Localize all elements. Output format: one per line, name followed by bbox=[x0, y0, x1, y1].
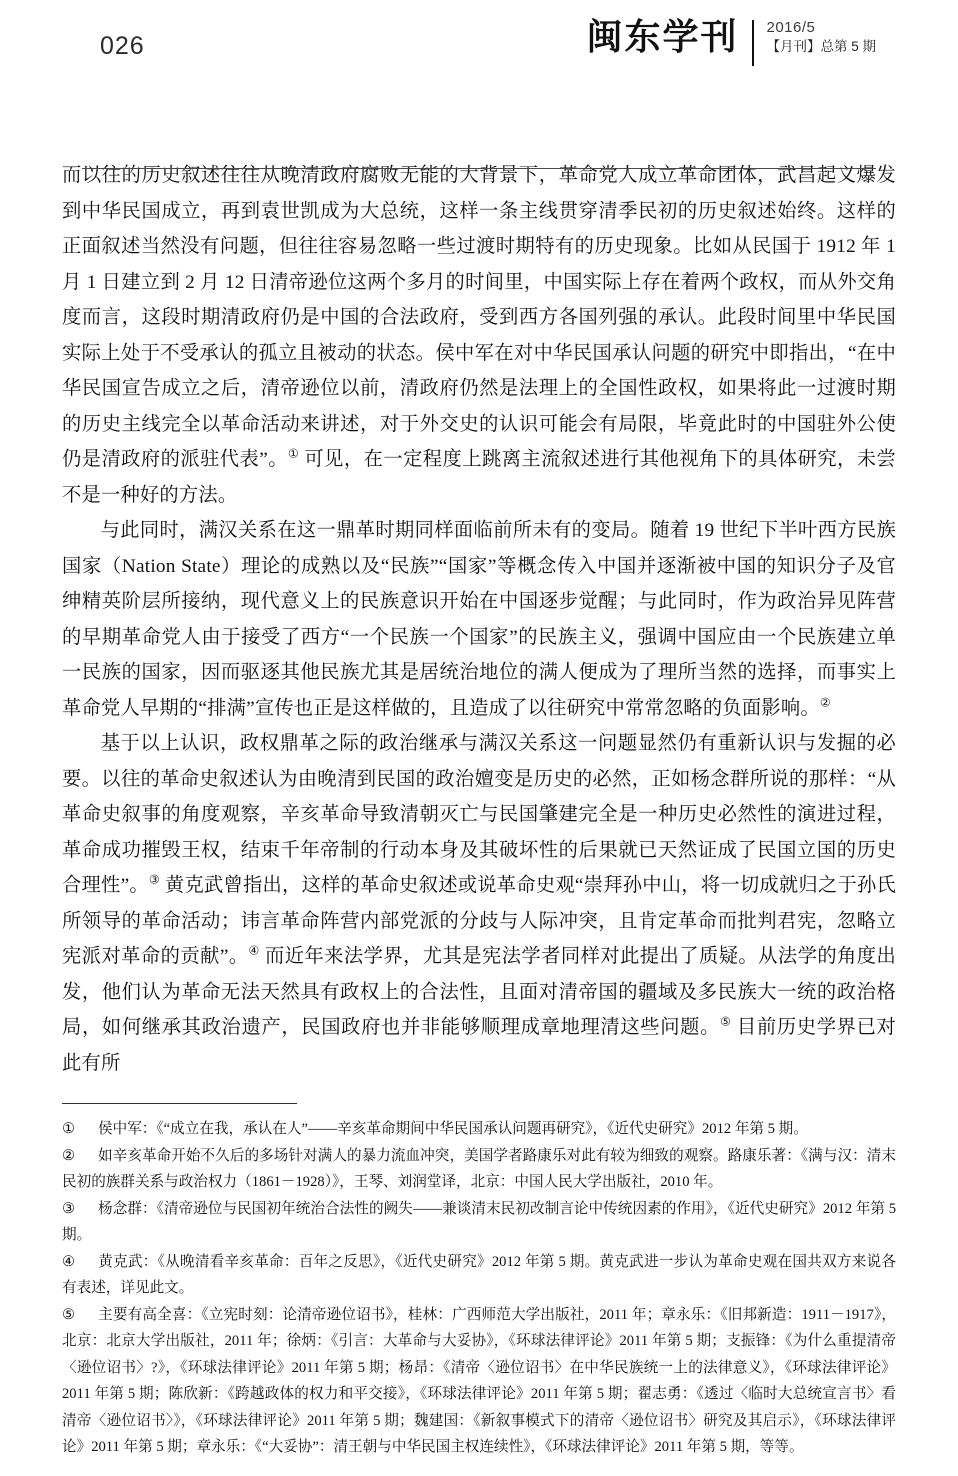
article-body bbox=[62, 158, 896, 1081]
paragraph-1-tail: 可见，在一定程度上跳离主流叙述进行其他视角下的具体研究，未尝不是一种好的方法。 bbox=[62, 449, 896, 506]
paragraph-3-tail-c: 目前历史学界已对此有所 bbox=[62, 1017, 897, 1074]
footnote-marker: ④ bbox=[62, 1253, 76, 1270]
footnote-marker: ⑤ bbox=[62, 1306, 76, 1323]
footnote-marker: ② bbox=[62, 1147, 76, 1164]
header-divider bbox=[82, 168, 876, 169]
footnote-text: 黄克武：《从晚清看辛亥革命：百年之反思》，《近代史研究》2012 年第 5 期。黄克武进一步认为革命史观在国共双方来说各有表述，详见此文。 bbox=[62, 1253, 896, 1296]
paragraph-3-tail-b: 而近年来法学界，尤其是宪法学者同样对此提出了质疑。从法学的角度出发，他们认为革命无法天然具有政权上的合法性，且面对清帝国的疆域及多民族大一统的政治格局，如何继承其政治遗产，民国政府也并非能够顺理成章地理清这些问题。 bbox=[62, 946, 896, 1038]
issue-year: 2016/5 bbox=[766, 19, 816, 36]
issue-info bbox=[754, 18, 876, 56]
paragraph-2 bbox=[62, 513, 896, 726]
footnote-item bbox=[62, 1196, 896, 1249]
footnote-ref-5[interactable]: ⑤ bbox=[720, 1014, 732, 1029]
footnote-item bbox=[62, 1143, 896, 1196]
paragraph-3 bbox=[62, 726, 896, 1081]
footnote-item bbox=[62, 1249, 896, 1302]
footnote-ref-4[interactable]: ④ bbox=[248, 943, 260, 958]
footnote-list bbox=[62, 1116, 896, 1461]
footnote-ref-1[interactable]: ① bbox=[288, 446, 300, 461]
journal-title: 闽东学刊 bbox=[586, 16, 739, 58]
footnote-marker: ① bbox=[62, 1121, 76, 1137]
paragraph-3-tail-a: 黄克武曾指出，这样的革命史叙述或说革命史观“崇拜孙中山，将一切成就归之于孙氏所领导的革命活动；讳言革命阵营内部党派的分歧与人际冲突，且肯定革命而批判君宪，忽略立宪派对革命的贡献”。 bbox=[62, 875, 896, 967]
footnote-ref-2[interactable]: ② bbox=[819, 695, 831, 710]
footnote-text: 侯中军：《“成立在我，承认在人”——辛亥革命期间中华民国承认问题再研究》，《近代史研究》2012 年第 5 期。 bbox=[98, 1121, 808, 1137]
footnote-item bbox=[62, 1302, 896, 1461]
paragraph-2-text: 与此同时，满汉关系在这一鼎革时期同样面临前所未有的变局。随着 19 世纪下半叶西方民族国家（Nation State）理论的成熟以及“民族”“国家”等概念传入中国并逐渐被中国的知识分子及官绅精英阶层所接纳，现代意义上的民族意识开始在中国逐步觉醒；与此同时，作为政治异见阵营的早期革命党人由于接受了西方“一个民族一个国家”的民族主义，强调中国应由一个民族建立单一民族的国家，因而驱逐其他民族尤其是居统治地位的满人便成为了理所当然的选择，而事实上革命党人早期的“排满”宣传也正是这样做的，且造成了以往研究中常常忽略的负面影响。 bbox=[62, 520, 896, 719]
paragraph-1 bbox=[62, 158, 896, 513]
footnote-text: 主要有高全喜：《立宪时刻：论清帝逊位诏书》，桂林：广西师范大学出版社，2011 年；章永乐：《旧邦新造：1911－1917》，北京：北京大学出版社，2011 年；徐炳：《引言：大革命与大妥协》，《环球法律评论》2011 年第 5 期；支振锋：《为什么重提清帝〈逊位诏书〉?》，《环球法律评论》2011 年第 5 期；杨昂：《清帝〈逊位诏书〉在中华民族统一上的法律意义》，《环球法律评论》2011 年第 5 期；陈欣新：《跨越政体的权力和平交接》，《环球法律评论》2011 年第 5 期；翟志勇：《透过〈临时大总统宣言书〉看清帝〈逊位诏书〉》，《环球法律评论》2011 年第 5 期；魏建国：《新叙事模式下的清帝〈逊位诏书〉研究及其启示》，《环球法律评论》2011 年第 5 期；章永乐：《“大妥协”：清王朝与中华民国主权连续性》，《环球法律评论》2011 年第 5 期，等等。 bbox=[62, 1306, 896, 1455]
footnote-text: 如辛亥革命开始不久后的多场针对满人的暴力流血冲突，美国学者路康乐对此有较为细致的观察。路康乐著：《满与汉：清末民初的族群关系与政治权力（1861－1928）》，王琴、刘润堂译，北京：中国人民大学出版社，2010 年。 bbox=[62, 1147, 896, 1190]
masthead bbox=[586, 18, 876, 66]
page-number: 026 bbox=[100, 32, 145, 60]
paragraph-1-text: 而以往的历史叙述往往从晚清政府腐败无能的大背景下，革命党人成立革命团体，武昌起义爆发到中华民国成立，再到袁世凯成为大总统，这样一条主线贯穿清季民初的历史叙述始终。这样的正面叙述当然没有问题，但往往容易忽略一些过渡时期特有的历史现象。比如从民国于 1912 年 1 月 1 日建立到 2 月 12 日清帝逊位这两个多月的时间里，中国实际上存在着两个政权，而从外交角度而言，这段时期清政府仍是中国的合法政府，受到西方各国列强的承认。此段时间里中华民国实际上处于不受承认的孤立且被动的状态。侯中军在对中华民国承认问题的研究中即指出，“在中华民国宣告成立之后，清帝逊位以前，清政府仍然是法理上的全国性政权，如果将此一过渡时期的历史主线完全以革命活动来讲述，对于外交史的认识可能会有局限，毕竟此时的中国驻外公使仍是清政府的派驻代表”。 bbox=[62, 165, 896, 470]
paragraph-3-text: 基于以上认识，政权鼎革之际的政治继承与满汉关系这一问题显然仍有重新认识与发掘的必要。以往的革命史叙述认为由晚清到民国的政治嬗变是历史的必然，正如杨念群所说的那样：“从革命史叙事的角度观察，辛亥革命导致清朝灭亡与民国肇建完全是一种历史必然性的演进过程，革命成功摧毁王权，结束千年帝制的行动本身及其破坏性的后果就已天然证成了民国立国的历史合理性”。 bbox=[62, 733, 896, 896]
footnote-item bbox=[62, 1116, 896, 1143]
footnote-marker: ③ bbox=[62, 1200, 76, 1217]
footnote-ref-3[interactable]: ③ bbox=[148, 872, 160, 887]
footnote-divider bbox=[62, 1103, 297, 1104]
issue-number: 【月刊】总第 5 期 bbox=[766, 39, 876, 55]
footnote-text: 杨念群：《清帝逊位与民国初年统治合法性的阙失——兼谈清末民初改制言论中传统因素的作用》，《近代史研究》2012 年第 5 期。 bbox=[62, 1200, 896, 1243]
page-header bbox=[62, 0, 896, 118]
